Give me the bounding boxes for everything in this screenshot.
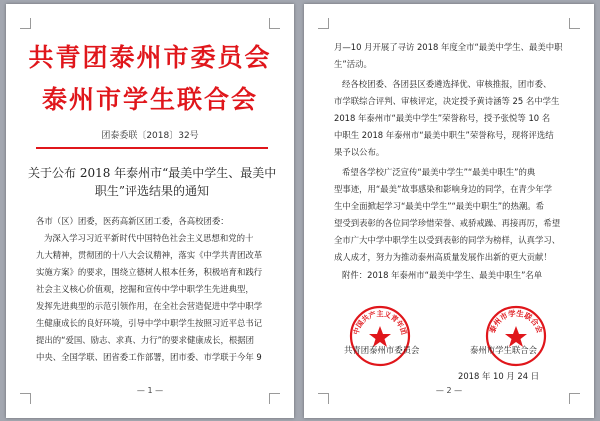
body-line: 望受到表彰的各位同学珍惜荣誉、戒骄戒躁、再接再厉，希望 (334, 218, 561, 228)
body-line: 生”活动。 (334, 59, 372, 69)
body-line: 发挥先进典型的示范引领作用，在全社会营造促进中学中职学 (36, 301, 263, 311)
crop-mark (318, 18, 329, 29)
body-line: 希望各学校广泛宣传“最美中学生”“最美中职生”的典 (342, 167, 536, 177)
org-title-youth-league: 共青团泰州市委员会 (28, 43, 272, 72)
document-page-1 (6, 4, 294, 418)
page-number: — 1 — (136, 386, 164, 395)
salutation: 各市（区）团委，医药高新区团工委，各高校团委： (36, 216, 229, 226)
student-federation-seal (484, 304, 548, 368)
issue-date: 2018 年 10 月 24 日 (458, 371, 540, 381)
org-title-student-federation: 泰州市学生联合会 (41, 85, 258, 114)
body-line: 社会主义核心价值观，挖掘和宣传中学中职学生先进典型， (36, 284, 254, 294)
seal-left-text: 中国共产主义青年团 (352, 310, 408, 336)
body-line: 生中全面掀起学习“最美中学生”“最美中职生”的热潮。希 (334, 201, 544, 211)
red-divider (36, 147, 268, 149)
body-line: 市学联综合评判、审核评定，决定授予黄诗涵等 25 名中学生 (334, 96, 560, 106)
signature-youth-league: 共青团泰州市委员会 (344, 345, 420, 355)
document-title-line-1: 关于公布 2018 年泰州市“最美中学生、最美中 (28, 166, 277, 180)
body-line: 为深入学习习近平新时代中国特色社会主义思想和党的十 (44, 233, 254, 243)
crop-mark (269, 18, 280, 29)
body-line: 全市广大中学中职学生以受到表彰的同学为榜样，认真学习、 (334, 235, 561, 245)
body-line: 经各校团委、各团县区委遴选择优、审核推报，团市委、 (342, 79, 552, 89)
document-page-2 (304, 4, 594, 418)
document-title-line-2: 职生”评选结果的通知 (94, 184, 210, 198)
body-line: 中职生 2018 年泰州市“最美中职生”荣誉称号，现将评选结 (334, 130, 554, 140)
signature-student-federation: 泰州市学生联合会 (470, 345, 537, 355)
document-number: 团泰委联〔2018〕32号 (101, 131, 199, 141)
attachment-line: 附件：2018 年泰州市“最美中学生、最美中职生”名单 (342, 270, 543, 280)
body-line: 果予以公布。 (334, 147, 385, 157)
body-line: 型事迹，用“最美”故事感染和影响身边的同学，在青少年学 (334, 184, 553, 194)
page-number: — 2 — (435, 386, 463, 395)
body-line: 中央、全国学联、团省委工作部署，团市委、市学联于今年 9 (36, 352, 262, 362)
body-line: 提出的“爱国、励志、求真、力行”的要求健康成长，根据团 (36, 335, 255, 345)
body-line: 2018 年泰州市“最美中学生”荣誉称号，授予张悦等 10 名 (334, 113, 551, 123)
body-line: 生健康成长的良好环境，引导中学中职学生按照习近平总书记 (36, 318, 263, 328)
seal-right-text: 泰州市学生联合会 (487, 308, 545, 335)
body-line: 月—10 月开展了寻访 2018 年度全市“最美中学生、最美中职 (334, 42, 563, 52)
body-line: 九大精神，贯彻团的十八大会议精神，落实《中学共青团改革 (36, 250, 263, 260)
body-line: 成人成才，努力为推动泰州高质量发展作出新的更大贡献！ (334, 252, 552, 262)
crop-mark (569, 18, 580, 29)
youth-league-seal (348, 304, 412, 368)
body-line: 实施方案》的要求，围绕立德树人根本任务，积极培育和践行 (36, 267, 263, 277)
crop-mark (20, 18, 31, 29)
